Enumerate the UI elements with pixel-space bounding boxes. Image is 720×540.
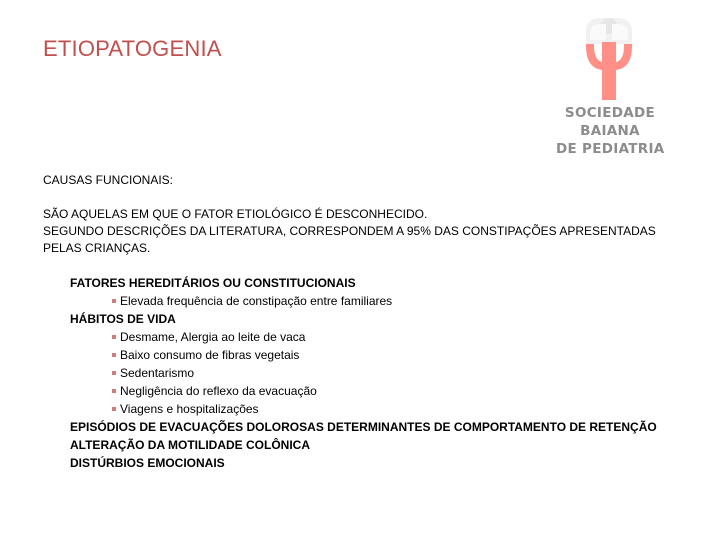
logo-line: BAIANA [580, 123, 640, 139]
description-line: SÃO AQUELAS EM QUE O FATOR ETIOLÓGICO É DESCONHECIDO. [43, 207, 428, 221]
sbp-cross-logo-icon [580, 14, 638, 102]
factor-heading: EPISÓDIOS DE EVACUAÇÕES DOLOROSAS DETERMINANTES DE COMPORTAMENTO DE RETENÇÃO [70, 420, 657, 434]
list-item-text: Sedentarismo [120, 366, 195, 380]
section-subtitle: CAUSAS FUNCIONAIS: [43, 173, 174, 187]
factors-list [70, 274, 657, 472]
sbp-logo [556, 14, 664, 160]
list-item-text: Desmame, Alergia ao leite de vaca [120, 330, 306, 344]
list-item-text: Elevada frequência de constipação entre familiares [120, 294, 393, 308]
list-item-text: Baixo consumo de fibras vegetais [120, 348, 300, 362]
factor-heading: HÁBITOS DE VIDA [70, 312, 176, 326]
slide-title: ETIOPATOGENIA [43, 36, 222, 61]
list-item-text: Viagens e hospitalizações [120, 402, 259, 416]
description-paragraph [43, 206, 656, 257]
list-item [70, 292, 657, 310]
bullet-icon [112, 407, 116, 411]
factor-heading: FATORES HEREDITÁRIOS OU CONSTITUCIONAIS [70, 276, 356, 290]
bullet-icon [112, 389, 116, 393]
logo-line: DE PEDIATRIA [556, 141, 665, 157]
list-item [70, 364, 657, 382]
list-item [70, 400, 657, 418]
bullet-icon [112, 299, 116, 303]
factor-heading: DISTÚRBIOS EMOCIONAIS [70, 456, 225, 470]
list-item [70, 346, 657, 364]
sbp-logo-text [556, 104, 664, 158]
description-line: SEGUNDO DESCRIÇÕES DA LITERATURA, CORRESPONDEM A 95% DAS CONSTIPAÇÕES APRESENTADAS [43, 224, 656, 238]
bullet-icon [112, 371, 116, 375]
description-line: PELAS CRIANÇAS. [43, 241, 151, 255]
factor-heading: ALTERAÇÃO DA MOTILIDADE COLÔNICA [70, 438, 310, 452]
bullet-icon [112, 335, 116, 339]
bullet-icon [112, 353, 116, 357]
list-item [70, 328, 657, 346]
logo-line: SOCIEDADE [564, 105, 656, 121]
list-item [70, 382, 657, 400]
list-item-text: Negligência do reflexo da evacuação [120, 384, 317, 398]
